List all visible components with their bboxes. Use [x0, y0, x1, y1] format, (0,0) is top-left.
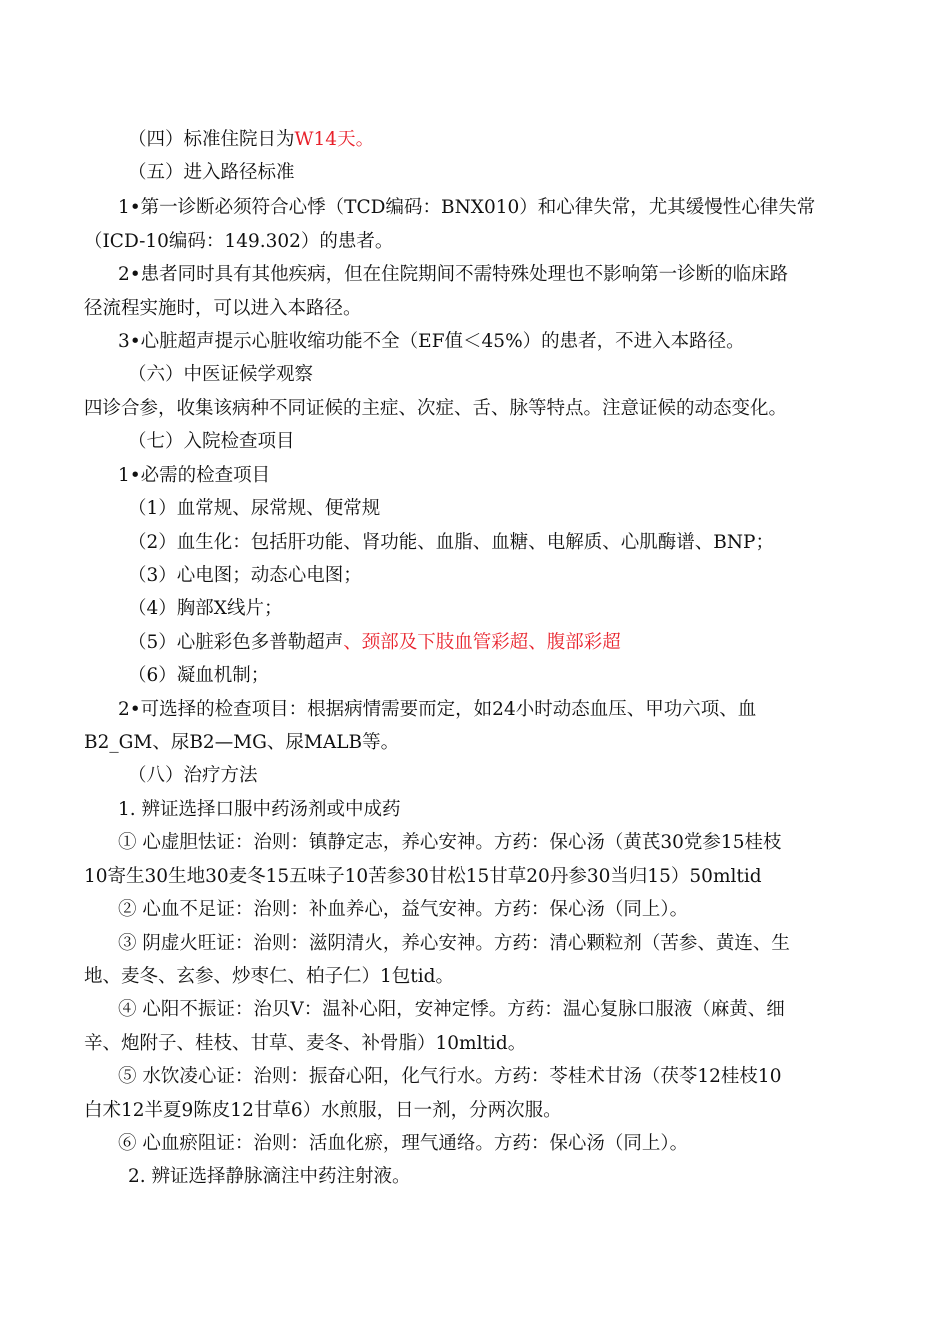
exam-item-5-text: （5）心脏彩色多普勒超声	[128, 632, 344, 653]
exam-item-5	[128, 630, 621, 656]
treatment-1-line-2: 10寄生30生地30麦冬15五味子10苦参30甘松15甘草20丹参30当归15）50mltid	[84, 866, 762, 887]
treatment-1-line-1: ① 心虚胆怯证：治则：镇静定志，养心安神。方药：保心汤（黄芪30党参15桂枝	[118, 832, 782, 853]
treatment-4-line-1: ④ 心阳不振证：治贝V：温补心阳，安神定悸。方药：温心复脉口服液（麻黄、细	[118, 999, 785, 1020]
section-8-item-1: 1. 辨证选择口服中药汤剂或中成药	[118, 799, 401, 820]
section-5-heading: （五）进入路径标准	[128, 162, 295, 183]
treatment-5-line-1: ⑤ 水饮凌心证：治则：振奋心阳，化气行水。方药：苓桂术甘汤（茯苓12桂枝10	[118, 1066, 782, 1087]
section-6-heading: （六）中医证候学观察	[128, 364, 314, 385]
section-7-item-2-line-2: B2_GM、尿B2—MG、尿MALB等。	[84, 732, 400, 753]
treatment-3-line-2: 地、麦冬、玄参、炒枣仁、柏子仁）1包tid。	[84, 966, 454, 987]
treatment-2: ② 心血不足证：治则：补血养心，益气安神。方药：保心汤（同上）。	[118, 899, 689, 920]
treatment-3-line-1: ③ 阴虚火旺证：治则：滋阴清火，养心安神。方药：清心颗粒剂（苦参、黄连、生	[118, 933, 790, 954]
section-5-item-1-line-1: 1•第一诊断必须符合心悸（TCD编码：BNX010）和心律失常，尤其缓慢性心律失常	[118, 197, 816, 218]
exam-item-2: （2）血生化：包括肝功能、肾功能、血脂、血糖、电解质、心肌酶谱、BNP；	[128, 532, 775, 553]
section-4-text: （四）标准住院日为	[128, 129, 295, 150]
section-7-heading: （七）入院检查项目	[128, 431, 295, 452]
section-4-highlight: W14天。	[294, 129, 375, 150]
exam-item-5-highlight: 、颈部及下肢血管彩超、腹部彩超	[343, 632, 621, 653]
section-5-item-1-line-2: （ICD-10编码：149.302）的患者。	[84, 231, 394, 252]
treatment-5-line-2: 白术12半夏9陈皮12甘草6）水煎服，日一剂，分两次服。	[84, 1100, 562, 1121]
section-8-heading: （八）治疗方法	[128, 765, 258, 786]
exam-item-3: （3）心电图；动态心电图；	[128, 565, 362, 586]
section-8-item-2: 2. 辨证选择静脉滴注中药注射液。	[128, 1166, 411, 1187]
section-4-line	[128, 127, 374, 153]
section-6-text: 四诊合参，收集该病种不同证候的主症、次症、舌、脉等特点。注意证候的动态变化。	[84, 398, 788, 419]
section-7-item-2-line-1: 2•可选择的检查项目：根据病情需要而定，如24小时动态血压、甲功六项、血	[118, 699, 757, 720]
section-7-item-1: 1•必需的检查项目	[118, 465, 271, 486]
treatment-4-line-2: 辛、炮附子、桂枝、甘草、麦冬、补骨脂）10mltid。	[84, 1033, 527, 1054]
treatment-6: ⑥ 心血瘀阻证：治则：活血化瘀，理气通络。方药：保心汤（同上）。	[118, 1133, 689, 1154]
exam-item-4: （4）胸部X线片；	[128, 598, 283, 619]
exam-item-1: （1）血常规、尿常规、便常规	[128, 498, 381, 519]
exam-item-6: （6）凝血机制；	[128, 665, 270, 686]
section-5-item-2-line-2: 径流程实施时，可以进入本路径。	[84, 298, 362, 319]
section-5-item-3: 3•心脏超声提示心脏收缩功能不全（EF值＜45%）的患者，不进入本路径。	[118, 331, 745, 352]
section-5-item-2-line-1: 2•患者同时具有其他疾病，但在住院期间不需特殊处理也不影响第一诊断的临床路	[118, 264, 789, 285]
